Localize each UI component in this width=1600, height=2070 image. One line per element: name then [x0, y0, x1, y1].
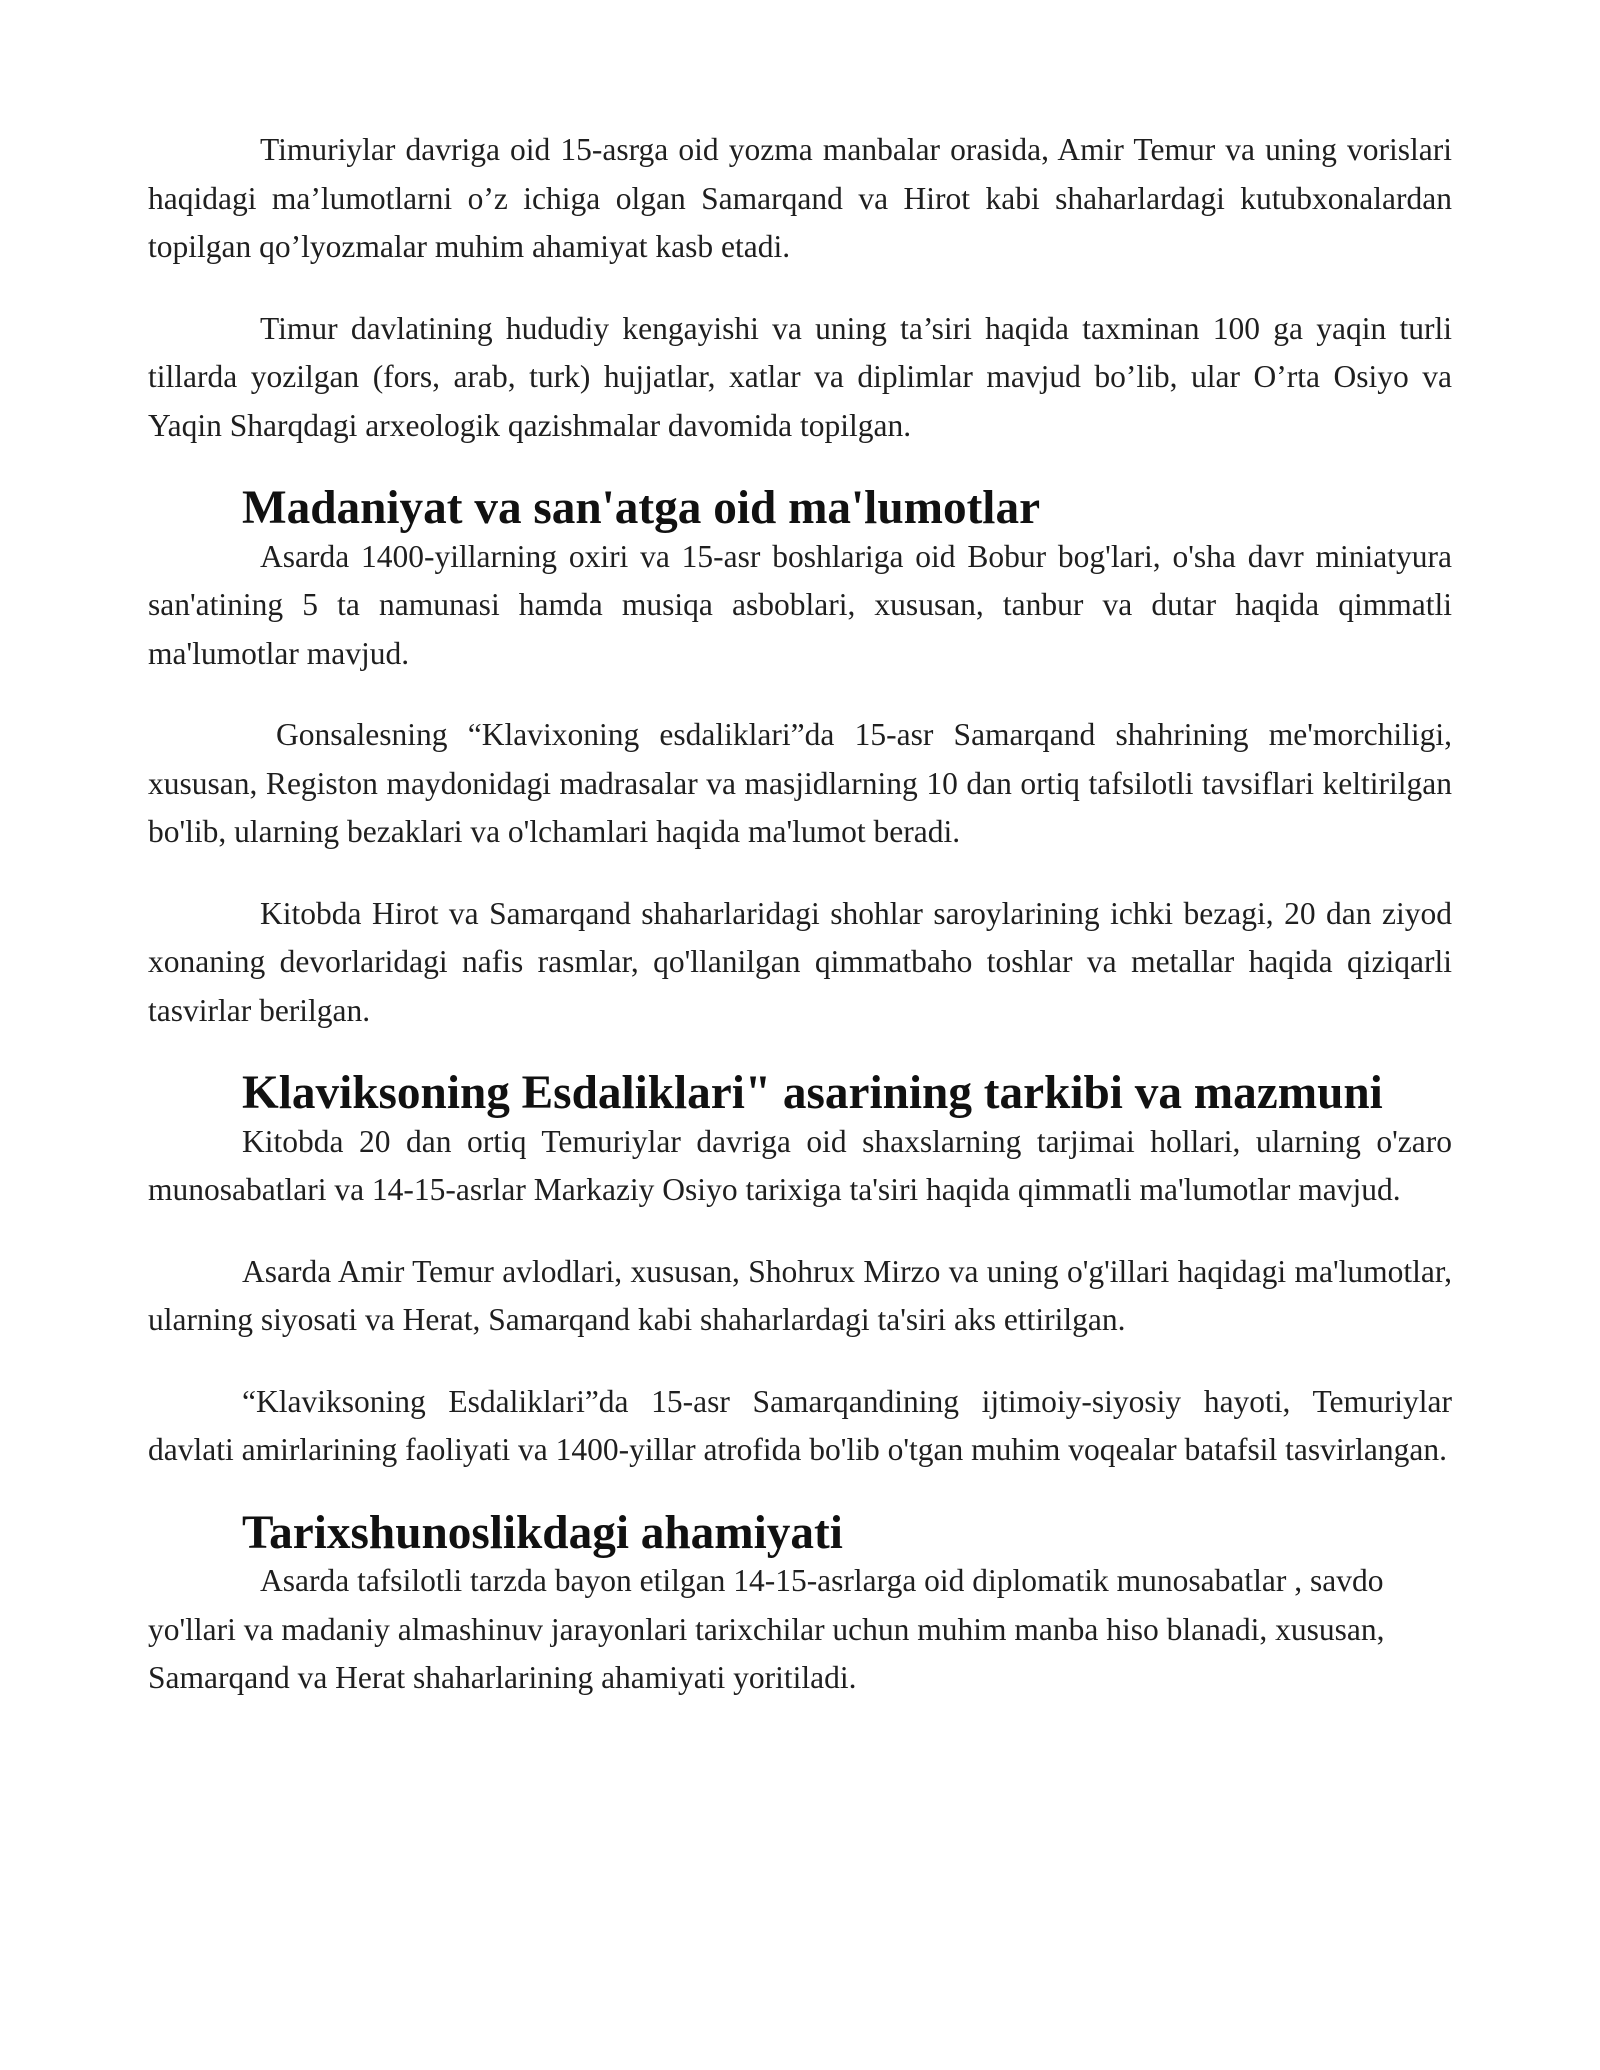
paragraph-4: Gonsalesning “Klavixoning esdaliklari”da 15-asr Samarqand shahrining me'morchiligi, xususan, Registon maydonidagi madrasalar va masjidlarning 10 dan ortiq tafsilotli tavsiflari keltirilgan bo'lib, ularning bezaklari va o'lchamlari haqida ma'lumot beradi.: [148, 717, 1452, 849]
section-heading-culture: Madaniyat va san'atga oid ma'lumotlar: [242, 482, 1041, 534]
paragraph-2: Timur davlatining hududiy kengayishi va uning ta’siri haqida taxminan 100 ga yaqin turli tillarda yozilgan (fors, arab, turk) hujjatlar, xatlar va diplimlar mavjud bo’lib, ular O’rta Osiyo va Yaqin Sharqdagi arxeologik qazishmalar davomida topilgan.: [148, 310, 1452, 443]
paragraph-9: Asarda tafsilotli tarzda bayon etilgan 14-15-asrlarga oid diplomatik munosabatlar , savdo yo'llari va madaniy almashinuv jarayonlari tarixchilar uchun muhim manba hiso blanadi, xususan, Samarqand va Herat shaharlarining ahamiyati yoritiladi.: [148, 1563, 1385, 1695]
paragraph-3: Asarda 1400-yillarning oxiri va 15-asr boshlariga oid Bobur bog'lari, o'sha davr miniatyura san'atining 5 ta namunasi hamda musiqa asboblari, xususan, tanbur va dutar haqida qimmatli ma'lumotlar mavjud.: [148, 538, 1452, 671]
paragraph-8: “Klaviksoning Esdaliklari”da 15-asr Samarqandining ijtimoiy-siyosiy hayoti, Temuriylar davlati amirlarining faoliyati va 1400-yillar atrofida bo'lib o'tgan muhim voqealar batafsil tasvirlangan.: [148, 1383, 1452, 1467]
paragraph-1: Timuriylar davriga oid 15-asrga oid yozma manbalar orasida, Amir Temur va uning vorislari haqidagi ma’lumotlarni o’z ichiga olgan Samarqand va Hirot kabi shaharlardagi kutubxonalardan topilgan qo’lyozmalar muhim ahamiyat kasb etadi.: [148, 132, 1452, 264]
paragraph-5: Kitobda Hirot va Samarqand shaharlaridagi shohlar saroylarining ichki bezagi, 20 dan ziyod xonaning devorlaridagi nafis rasmlar, qo'llanilgan qimmatbaho toshlar va metallar haqida qiziqarli tasvirlar berilgan.: [148, 895, 1452, 1028]
paragraph-6: Kitobda 20 dan ortiq Temuriylar davriga oid shaxslarning tarjimai hollari, ularning o'zaro munosabatlari va 14-15-asrlar Markaziy Osiyo tarixiga ta'siri haqida qimmatli ma'lumotlar mavjud.: [148, 1123, 1452, 1207]
section-heading-historiography: Tarixshunoslikdagi ahamiyati: [242, 1506, 843, 1559]
paragraph-7: Asarda Amir Temur avlodlari, xususan, Shohrux Mirzo va uning o'g'illari haqidagi ma'lumotlar, ularning siyosati va Herat, Samarqand kabi shaharlardagi ta'siri aks ettirilgan.: [148, 1253, 1452, 1337]
section-heading-contents: Klaviksoning Esdaliklari" asarining tarkibi va mazmuni: [242, 1067, 1383, 1119]
document-page: [148, 126, 1452, 1703]
